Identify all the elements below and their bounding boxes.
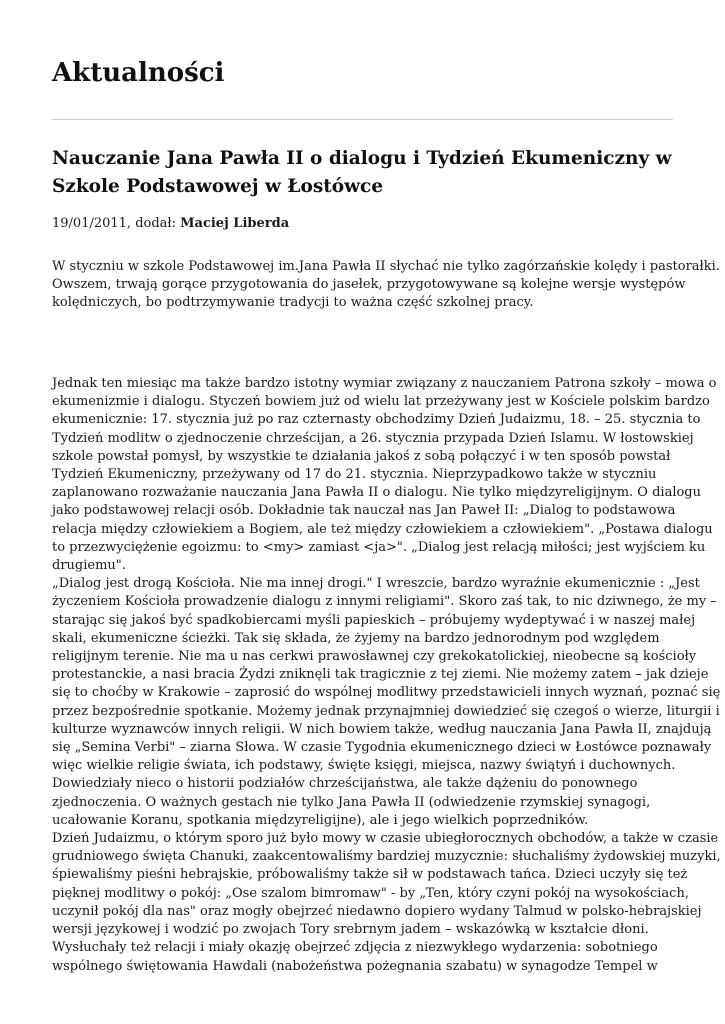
- text-line: grudniowego święta Chanuki, zaakcentowaliśmy bardziej muzycznie: słuchaliśmy żydowskiej muzyki,: [52, 849, 721, 865]
- text-line: relacja między człowiekiem a Bogiem, ale też między człowiekiem a człowiekiem". „Postawa dialogu: [52, 521, 713, 537]
- text-line: ekumenicznie: 17. stycznia już po raz czternasty obchodzimy Dzień Judaizmu, 18. – 25. stycznia to: [52, 412, 701, 428]
- text-line: się „Semina Verbi" – ziarna Słowa. W czasie Tygodnia ekumenicznego dzieci w Łostówce poznawały: [52, 740, 712, 756]
- text-line: „Dialog jest drogą Kościoła. Nie ma innej drogi." I wreszcie, bardzo wyraźnie ekumenicznie : „Jest: [52, 576, 700, 592]
- text-line: wersji językowej i wodzić po zwojach Tory srebrnym jadem – wskazówką w kształcie dłoni.: [52, 922, 649, 938]
- text-line: W styczniu w szkole Podstawowej im.Jana Pawła II słychać nie tylko zagórzańskie kolędy i pastorałki.: [52, 259, 720, 274]
- text-line: ekumenizmie i dialogu. Styczeń bowiem już od wielu lat przeżywany jest w Kościele polskim bardzo: [52, 394, 710, 410]
- text-line: więc wielkie religie świata, ich podstawy, święte księgi, miejsca, nazwy świątyń i duchownych.: [52, 758, 676, 774]
- text-line: przez bezpośrednie spotkanie. Możemy jednak przynajmniej dowiedzieć się czegoś o wierze, liturgii i: [52, 703, 720, 719]
- article-author: Maciej Liberda: [180, 216, 290, 231]
- text-line: Wysłuchały też relacji i miały okazję obejrzeć zdjęcia z niezwykłego wydarzenia: sobotniego: [52, 940, 658, 956]
- text-line: wspólnego świętowania Hawdali (nabożeństwa pożegnania szabatu) w synagodze Tempel w: [52, 958, 658, 974]
- article-title: Nauczanie Jana Pawła II o dialogu i Tydzień Ekumeniczny w Szkole Podstawowej w Łostówce: [52, 148, 672, 197]
- text-line: jako podstawowej relacji osób. Dokładnie tak nauczał nas Jan Paweł II: „Dialog to podstawowa: [52, 503, 676, 519]
- text-line: skali, ekumeniczne ścieżki. Tak się składa, że żyjemy na bardzo jednorodnym pod względem: [52, 630, 660, 646]
- text-line: Owszem, trwają gorące przygotowania do jasełek, przygotowywane są kolejne wersje występów: [52, 277, 686, 293]
- article-meta: [52, 214, 289, 234]
- text-line: Tydzień Ekumeniczny, przeżywany od 17 do 21. stycznia. Nieprzypadkowo także w styczniu: [52, 467, 657, 483]
- text-line: Tydzień modlitw o zjednoczenie chrześcijan, a 26. stycznia przypada Dzień Islamu. W łostowskiej: [52, 430, 694, 446]
- text-line: się to choćby w Krakowie – zaprosić do wspólnej modlitwy przedstawicieli innych wyznań, poznać się: [52, 685, 721, 701]
- text-line: pięknej modlitwy o pokój: „Ose szalom bimromaw" - by „Ten, który czyni pokój na wysokościach,: [52, 885, 689, 901]
- text-line: Dowiedziały nieco o historii podziałów chrześcijaństwa, ale także dążeniu do ponownego: [52, 776, 638, 792]
- text-line: protestanckie, a nasi bracia Żydzi zniknęli tak tragicznie z tej ziemi. Nie możemy zatem – jak dzieje: [52, 667, 709, 683]
- text-line: ucałowanie Koranu, spotkania międzyreligijne), ale i jego wielkich poprzedników.: [52, 812, 589, 828]
- text-line: to przezwyciężenie egoizmu: to <my> zamiast <ja>". „Dialog jest relacją miłości; jest wyjściem ku: [52, 539, 706, 555]
- text-line: starając się jakoś być spadkobiercami myśli papieskich – próbujemy wydeptywać i w naszej małej: [52, 612, 696, 628]
- text-line: Jednak ten miesiąc ma także bardzo istotny wymiar związany z nauczaniem Patrona szkoły – mowa o: [52, 376, 717, 391]
- text-line: kolędniczych, bo podtrzymywanie tradycji to ważna część szkolnej pracy.: [52, 295, 534, 311]
- article-intro-paragraph: [52, 258, 720, 313]
- text-line: szkole powstał pomysł, by wszystkie te działania jakoś z sobą połączyć i w ten sposób powstał: [52, 448, 671, 464]
- text-line: kulturze wyznawców innych religii. W nich bowiem także, według nauczania Jana Pawła II, znajdują: [52, 721, 712, 737]
- text-line: zjednoczenia. O ważnych gestach nie tylko Jana Pawła II (odwiedzenie rzymskiej synagogi,: [52, 794, 651, 810]
- text-line: drugiemu".: [52, 558, 126, 574]
- article-body-paragraph: [52, 375, 721, 976]
- text-line: Dzień Judaizmu, o którym sporo już było mowy w czasie ubiegłorocznych obchodów, a także w czasie: [52, 831, 719, 847]
- text-line: uczynił pokój dla nas" oraz mogły obejrzeć niedawno dopiero wydany Talmud w polsko-hebrajskiej: [52, 903, 702, 919]
- text-line: śpiewaliśmy pieśni hebrajskie, próbowaliśmy także sił w podstawach tańca. Dzieci uczyły się też: [52, 867, 688, 883]
- title-divider: [52, 119, 673, 120]
- page-title: Aktualności: [52, 58, 225, 88]
- article-date: 19/01/2011, dodał:: [52, 216, 181, 231]
- text-line: zaplanowano rozważanie nauczania Jana Pawła II o dialogu. Nie tylko międzyreligijnym. O dialogu: [52, 485, 701, 501]
- text-line: życzeniem Kościoła prowadzenie dialogu z innymi religiami". Skoro zaś tak, to nic dziwnego, że my –: [52, 594, 717, 610]
- text-line: religijnym terenie. Nie ma u nas cerkwi prawosławnej czy grekokatolickiej, nieobecne są kościoły: [52, 649, 697, 665]
